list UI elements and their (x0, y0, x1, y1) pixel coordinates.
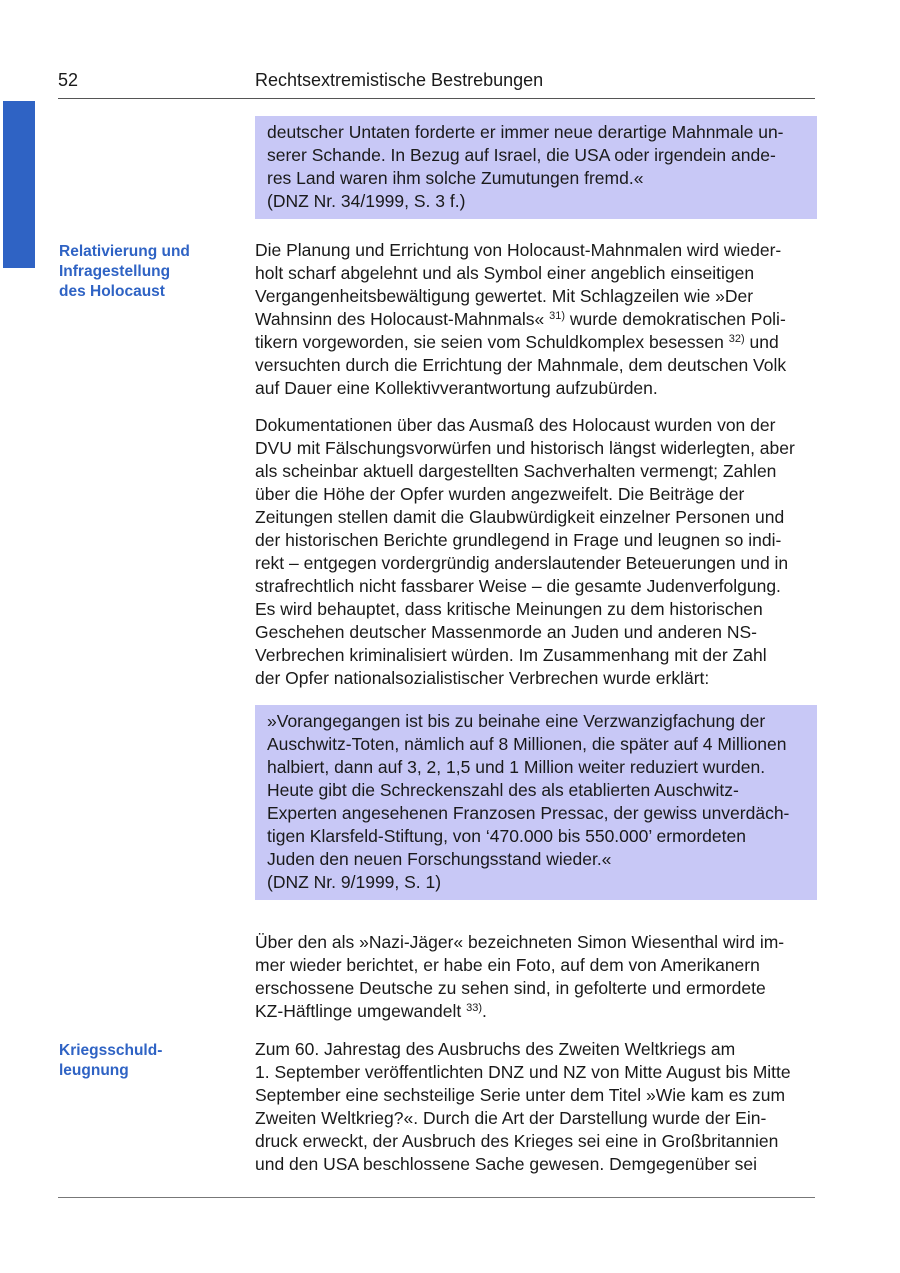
text-line: 1. September veröffentlichten DNZ und NZ von Mitte August bis Mitte (255, 1062, 791, 1082)
quote-line: deutscher Untaten forderte er immer neue derartige Mahnmale un- (267, 122, 784, 142)
quote-line: Heute gibt die Schreckenszahl des als etablierten Auschwitz- (267, 780, 739, 800)
quote-source: (DNZ Nr. 9/1999, S. 1) (267, 872, 442, 892)
sidenote-line: leugnung (59, 1062, 129, 1079)
sidenote-line: des Holocaust (59, 283, 165, 300)
text-line: druck erweckt, der Ausbruch des Krieges sei eine in Großbritannien (255, 1131, 779, 1151)
sidenote-line: Kriegsschuld- (59, 1042, 163, 1059)
text-line: als scheinbar aktuell dargestellten Sachverhalten vermengt; Zahlen (255, 461, 777, 481)
text-line: und den USA beschlossene Sache gewesen. Demgegenüber sei (255, 1154, 758, 1174)
quote-line: Experten angesehenen Franzosen Pressac, der gewiss unverdäch- (267, 803, 790, 823)
text-line: über die Höhe der Opfer wurden angezweifelt. Die Beiträge der (255, 484, 745, 504)
text-line: rekt – entgegen vordergründig anderslautender Beteuerungen und in (255, 553, 789, 573)
footnote-ref-31[interactable]: 31) (549, 310, 565, 322)
text-fragment: und (744, 332, 779, 352)
text-line: Zeitungen stellen damit die Glaubwürdigkeit einzelner Personen und (255, 507, 785, 527)
running-title: Rechtsextremistische Bestrebungen (255, 70, 544, 90)
text-line: erschossene Deutsche zu sehen sind, in gefolterte und ermordete (255, 978, 766, 998)
text-fragment: Wahnsinn des Holocaust-Mahnmals« (255, 309, 550, 329)
text-line: Geschehen deutscher Massenmorde an Juden und anderen NS- (255, 622, 757, 642)
quote-source: (DNZ Nr. 34/1999, S. 3 f.) (267, 191, 466, 211)
text-line: September eine sechsteilige Serie unter dem Titel »Wie kam es zum (255, 1085, 786, 1105)
text-line (255, 308, 815, 331)
quote-box-2 (255, 705, 817, 900)
quote-line: tigen Klarsfeld-Stiftung, von ‘470.000 bis 550.000’ ermordeten (267, 826, 746, 846)
sidenote-holocaust (59, 242, 234, 302)
text-fragment: wurde demokratischen Poli- (564, 309, 786, 329)
page-number: 52 (58, 70, 79, 90)
footnote-ref-33[interactable]: 33) (466, 1002, 482, 1014)
quote-line: »Vorangegangen ist bis zu beinahe eine Verzwanzigfachung der (267, 711, 766, 731)
paragraph-mahnmale (255, 239, 815, 400)
text-line: DVU mit Fälschungsvorwürfen und historisch längst widerlegten, aber (255, 438, 795, 458)
text-line: strafrechtlich nicht fassbarer Weise – die gesamte Judenverfolgung. (255, 576, 781, 596)
paragraph-dokumentationen (255, 414, 815, 690)
text-line: der Opfer nationalsozialistischer Verbrechen wurde erklärt: (255, 668, 710, 688)
page-header (58, 66, 815, 99)
quote-line: res Land waren ihm solche Zumutungen fremd.« (267, 168, 644, 188)
text-fragment: KZ-Häftlinge umgewandelt (255, 1001, 467, 1021)
sidenote-line: Infragestellung (59, 263, 171, 280)
text-fragment: . (481, 1001, 487, 1021)
paragraph-wiesenthal (255, 931, 815, 1023)
text-line: mer wieder berichtet, er habe ein Foto, auf dem von Amerikanern (255, 955, 760, 975)
text-line: versuchten durch die Errichtung der Mahnmale, dem deutschen Volk (255, 355, 787, 375)
text-line (255, 1000, 815, 1023)
quote-line: Juden den neuen Forschungsstand wieder.« (267, 849, 612, 869)
text-line: Verbrechen kriminalisiert würden. Im Zusammenhang mit der Zahl (255, 645, 767, 665)
quote-line: serer Schande. In Bezug auf Israel, die USA oder irgendein ande- (267, 145, 776, 165)
text-fragment: tikern vorgeworden, sie seien vom Schuldkomplex besessen (255, 332, 729, 352)
footer-rule (58, 1197, 815, 1198)
text-line: der historischen Berichte grundlegend in Frage und leugnen so indi- (255, 530, 782, 550)
text-line: Dokumentationen über das Ausmaß des Holocaust wurden von der (255, 415, 776, 435)
text-line: Die Planung und Errichtung von Holocaust-Mahnmalen wird wieder- (255, 240, 782, 260)
quote-line: Auschwitz-Toten, nämlich auf 8 Millionen, die später auf 4 Millionen (267, 734, 787, 754)
text-line: Vergangenheitsbewältigung gewertet. Mit Schlagzeilen wie »Der (255, 286, 754, 306)
quote-line: halbiert, dann auf 3, 2, 1,5 und 1 Million weiter reduziert wurden. (267, 757, 766, 777)
text-line: auf Dauer eine Kollektivverantwortung aufzubürden. (255, 378, 658, 398)
chapter-side-tab (3, 101, 35, 268)
footnote-ref-32[interactable]: 32) (728, 333, 745, 345)
text-line: Zweiten Weltkrieg?«. Durch die Art der Darstellung wurde der Ein- (255, 1108, 767, 1128)
text-line (255, 331, 815, 354)
text-line: Über den als »Nazi-Jäger« bezeichneten Simon Wiesenthal wird im- (255, 932, 785, 952)
text-line: holt scharf abgelehnt und als Symbol einer angeblich einseitigen (255, 263, 755, 283)
text-line: Es wird behauptet, dass kritische Meinungen zu dem historischen (255, 599, 763, 619)
text-line: Zum 60. Jahrestag des Ausbruchs des Zweiten Weltkriegs am (255, 1039, 736, 1059)
paragraph-kriegsschuld (255, 1038, 815, 1176)
quote-box-1 (255, 116, 817, 219)
sidenote-kriegsschuld (59, 1041, 234, 1081)
sidenote-line: Relativierung und (59, 243, 190, 260)
